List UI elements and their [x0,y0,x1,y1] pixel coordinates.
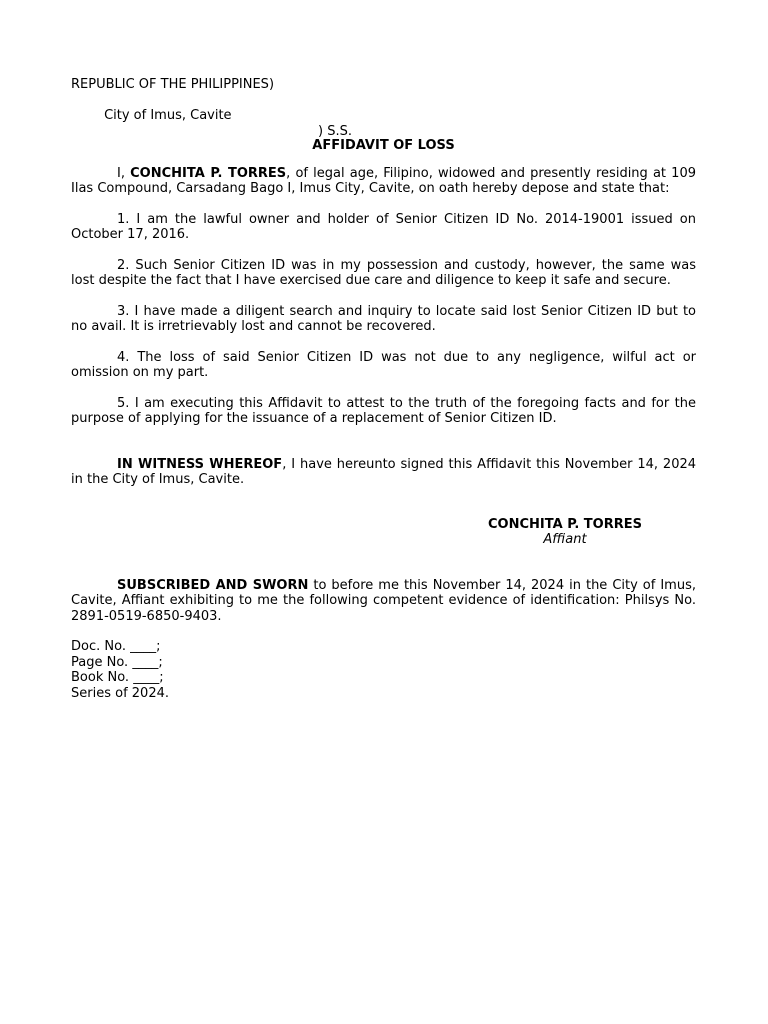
document-title: AFFIDAVIT OF LOSS [312,138,455,153]
signature-block [474,517,656,548]
doc-number: Doc. No. ____; [71,639,161,654]
caption-republic: REPUBLIC OF THE PHILIPPINES) [71,77,275,92]
intro-paragraph [71,166,696,197]
affidavit-body [71,77,696,701]
affiant-role: Affiant [543,532,587,547]
jurat-paragraph [71,578,696,625]
venue-caption [71,77,696,139]
page-number: Page No. ____; [71,654,163,670]
jurat-lead: SUBSCRIBED AND SWORN [117,577,309,593]
book-number: Book No. ____; [71,670,164,685]
statement-3: 3. I have made a diligent search and inquiry to locate said lost Senior Citizen ID but to no avail. It is irretrievably lost and cannot be recovered. [71,303,696,334]
intro-text: , of legal age, Filipino, widowed and presently residing at 109 Ilas Compound, Carsadang Bago I, Imus City, Cavite, on oath hereby depose and state that: [71,165,696,196]
intro-prefix: I, [117,165,131,181]
witness-paragraph [71,457,696,488]
caption-city-line [71,93,696,139]
jurat-text: to before me this November 14, 2024 in the City of Imus, Cavite, Affiant exhibiting to me the following competent evidence of identification: Philsys No. 2891-0519-6850-9403. [71,577,696,624]
statement-1: 1. I am the lawful owner and holder of Senior Citizen ID No. 2014-19001 issued on October 17, 2016. [71,211,696,242]
caption-ss: ) S.S. [318,123,352,139]
witness-text: , I have hereunto signed this Affidavit this November 14, 2024 in the City of Imus, Cavite. [71,456,697,487]
witness-lead: IN WITNESS WHEREOF [117,456,283,472]
statement-2: 2. Such Senior Citizen ID was in my possession and custody, however, the same was lost despite the fact that I have exercised due care and diligence to keep it safe and secure. [71,257,696,288]
affiant-name: CONCHITA P. TORRES [488,516,642,532]
affiant-name-inline: CONCHITA P. TORRES [130,165,287,181]
notarial-register [71,639,696,701]
statement-4: 4. The loss of said Senior Citizen ID was not due to any negligence, wilful act or omission on my part. [71,349,696,380]
series-year: Series of 2024. [71,685,169,701]
statement-5: 5. I am executing this Affidavit to attest to the truth of the foregoing facts and for the purpose of applying for the issuance of a replacement of Senior Citizen ID. [71,395,696,426]
caption-city: City of Imus, Cavite [104,108,232,123]
